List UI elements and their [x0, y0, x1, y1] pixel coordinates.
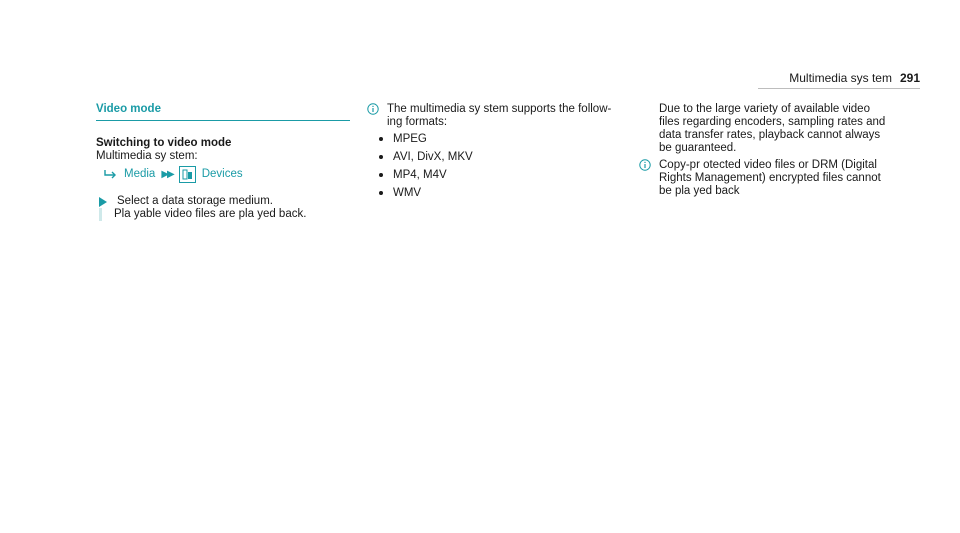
info-note-drm	[639, 159, 889, 198]
result-text: Pla yable video files are pla yed back.	[114, 208, 307, 220]
list-item: MP4, M4V	[379, 169, 617, 182]
subsection-title: Switching to video mode	[96, 137, 232, 149]
result-bar-icon	[99, 208, 102, 221]
menu-path	[96, 166, 350, 183]
instruction-step	[96, 195, 350, 221]
menu-intro: Multimedia sy stem:	[96, 150, 198, 162]
devices-icon	[179, 166, 196, 183]
info-icon	[367, 103, 379, 115]
bullet-icon	[379, 173, 383, 177]
header-rule	[758, 88, 920, 89]
return-arrow-icon	[102, 169, 118, 181]
info-icon	[639, 159, 651, 171]
menu-devices: Devices	[201, 168, 243, 180]
info-text: The multimedia sy stem supports the follow‐ ing formats:	[387, 103, 612, 128]
section-title: Video mode	[96, 103, 350, 121]
menu-media: Media	[124, 168, 156, 180]
list-item: WMV	[379, 187, 617, 200]
step-triangle-icon	[99, 197, 107, 207]
info-text-drm: Copy-pr otected video files or DRM (Digital Rights Management) encrypted files cannot be pla yed back	[659, 159, 881, 197]
format-list	[379, 133, 617, 200]
page-header	[750, 71, 920, 85]
bullet-icon	[379, 155, 383, 159]
header-title: Multimedia sys tem	[789, 71, 892, 85]
double-chevron-icon: ▶▶	[161, 169, 173, 180]
playback-paragraph: Due to the large variety of available video files regarding encoders, sampling rates and data transfer rates, playback cannot always be guaranteed.	[659, 103, 886, 154]
list-item: AVI, DivX, MKV	[379, 151, 617, 164]
column-playback	[639, 103, 889, 198]
bullet-icon	[379, 137, 383, 141]
page-number: 291	[899, 71, 920, 85]
bullet-icon	[379, 191, 383, 195]
step-text: Select a data storage medium.	[117, 195, 273, 207]
column-formats	[367, 103, 617, 205]
column-video-mode	[96, 103, 350, 221]
info-note	[367, 103, 617, 129]
list-item: MPEG	[379, 133, 617, 146]
step-result	[96, 208, 306, 221]
